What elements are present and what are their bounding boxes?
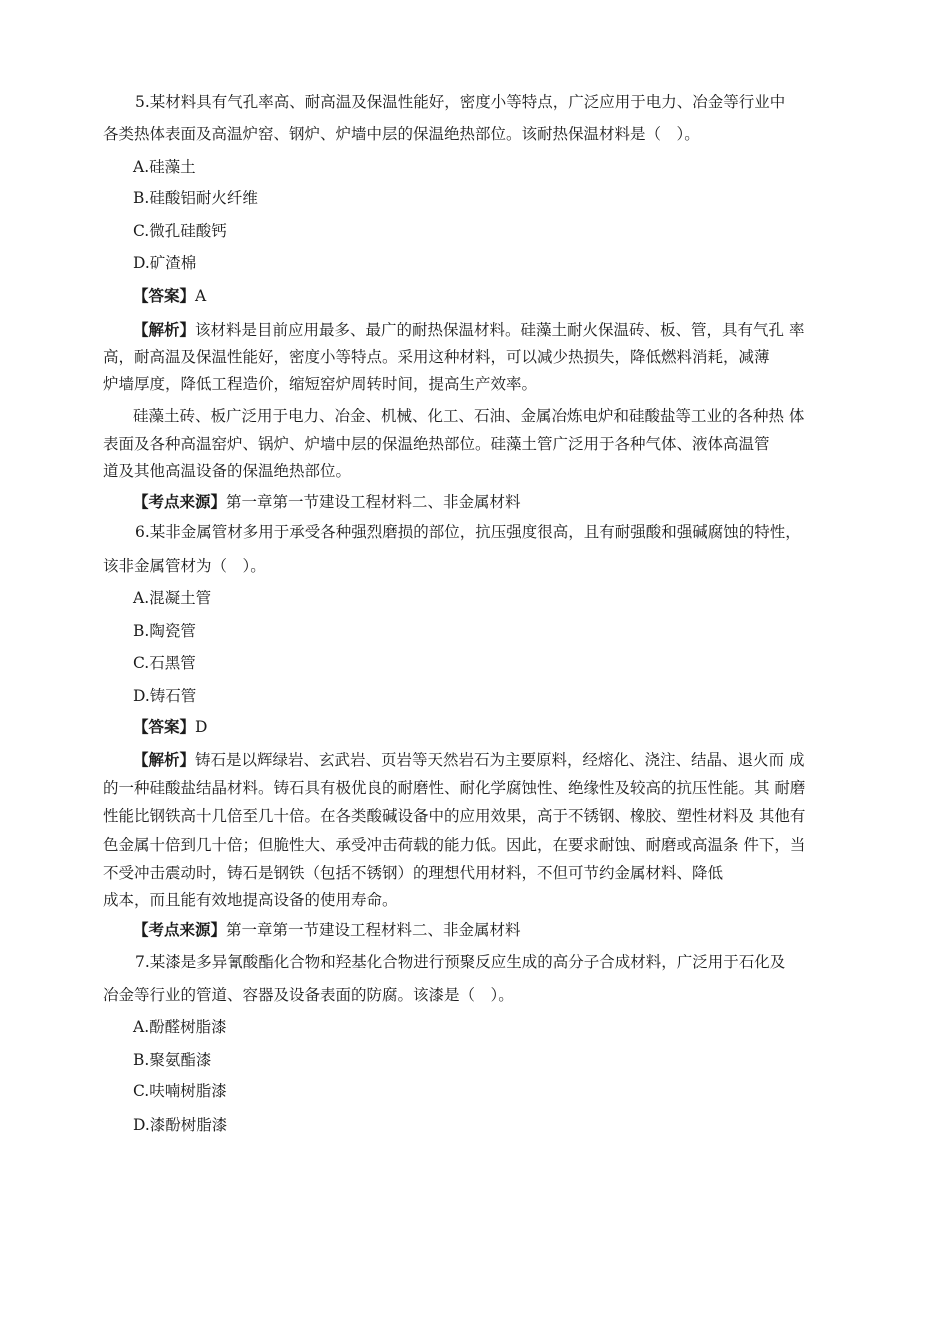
q6-answer <box>133 717 207 737</box>
answer-tag: 【答案】 <box>133 717 196 736</box>
q5-option-d: D.矿渣棉 <box>133 254 197 272</box>
source-text: 第一章第一节建设工程材料二、非金属材料 <box>226 921 521 939</box>
q5-answer <box>133 286 206 306</box>
analysis-text: 该材料是目前应用最多、最广的耐热保温材料。硅藻土耐火保温砖、板、管，具有气孔 率 <box>195 321 805 339</box>
q6-option-d: D.铸石管 <box>133 687 197 705</box>
q6-analysis-line-2: 的一种硅酸盐结晶材料。铸石具有极优良的耐磨性、耐化学腐蚀性、绝缘性及较高的抗压性能。其 耐磨 <box>103 779 806 797</box>
q6-stem-line-2: 该非金属管材为（ ）。 <box>103 557 266 575</box>
answer-tag: 【答案】 <box>133 286 196 305</box>
q7-option-b: B.聚氨酯漆 <box>133 1051 212 1069</box>
q7-option-c: C.呋喃树脂漆 <box>133 1082 227 1100</box>
q6-source <box>133 920 521 940</box>
q5-analysis-line-5: 表面及各种高温窑炉、锅炉、炉墙中层的保温绝热部位。硅藻土管广泛用于各种气体、液体高温管 <box>103 435 770 453</box>
analysis-tag: 【解析】 <box>133 320 196 339</box>
answer-value: D <box>195 718 208 736</box>
answer-value: A <box>195 287 207 305</box>
q6-analysis-line-1 <box>133 750 804 770</box>
q5-option-c: C.微孔硅酸钙 <box>133 222 227 240</box>
q7-stem-line-2: 冶金等行业的管道、容器及设备表面的防腐。该漆是（ ）。 <box>103 986 514 1004</box>
q6-analysis-line-6: 成本，而且能有效地提高设备的使用寿命。 <box>103 891 398 909</box>
q7-option-d: D.漆酚树脂漆 <box>133 1116 228 1134</box>
q6-option-c: C.石黑管 <box>133 654 196 672</box>
q7-stem-line-1: 7.某漆是多异氰酸酯化合物和羟基化合物进行预聚反应生成的高分子合成材料，广泛用于石化及 <box>135 953 786 971</box>
q5-analysis-line-4: 硅藻土砖、板广泛用于电力、冶金、机械、化工、石油、金属冶炼电炉和硅酸盐等工业的各种热 体 <box>133 407 805 425</box>
q5-analysis-line-3: 炉墙厚度，降低工程造价，缩短窑炉周转时间，提高生产效率。 <box>103 375 538 393</box>
q5-source <box>133 492 521 512</box>
q5-analysis-line-6: 道及其他高温设备的保温绝热部位。 <box>103 462 352 480</box>
q5-analysis-line-2: 高，耐高温及保温性能好，密度小等特点。采用这种材料，可以减少热损失，降低燃料消耗，减薄 <box>103 348 770 366</box>
q6-analysis-line-3: 性能比钢铁高十几倍至几十倍。在各类酸碱设备中的应用效果，高于不锈钢、橡胶、塑性材料及 其他有 <box>103 807 806 825</box>
q5-option-a: A.硅藻土 <box>133 158 196 176</box>
q6-option-b: B.陶瓷管 <box>133 622 196 640</box>
q7-option-a: A.酚醛树脂漆 <box>133 1018 227 1036</box>
q5-stem-line-2: 各类热体表面及高温炉窑、钢炉、炉墙中层的保温绝热部位。该耐热保温材料是（ ）。 <box>103 125 700 143</box>
source-tag: 【考点来源】 <box>133 492 227 511</box>
q6-analysis-line-4: 色金属十倍到几十倍；但脆性大、承受冲击荷载的能力低。因此，在要求耐蚀、耐磨或高温条 件下，当 <box>103 836 806 854</box>
q6-analysis-line-5: 不受冲击震动时，铸石是钢铁（包括不锈钢）的理想代用材料，不但可节约金属材料、降低 <box>103 864 724 882</box>
q6-option-a: A.混凝土管 <box>133 589 212 607</box>
analysis-tag: 【解析】 <box>133 750 196 769</box>
source-text: 第一章第一节建设工程材料二、非金属材料 <box>226 493 521 511</box>
source-tag: 【考点来源】 <box>133 920 227 939</box>
q5-option-b: B.硅酸铝耐火纤维 <box>133 189 258 207</box>
q5-analysis-line-1 <box>133 320 804 340</box>
q6-stem-line-1: 6.某非金属管材多用于承受各种强烈磨损的部位，抗压强度很高，且有耐强酸和强碱腐蚀的特性， <box>135 523 801 541</box>
q5-stem-line-1: 5.某材料具有气孔率高、耐高温及保温性能好，密度小等特点，广泛应用于电力、冶金等行业中 <box>135 93 786 111</box>
analysis-text: 铸石是以辉绿岩、玄武岩、页岩等天然岩石为主要原料，经熔化、浇注、结晶、退火而 成 <box>195 751 805 769</box>
